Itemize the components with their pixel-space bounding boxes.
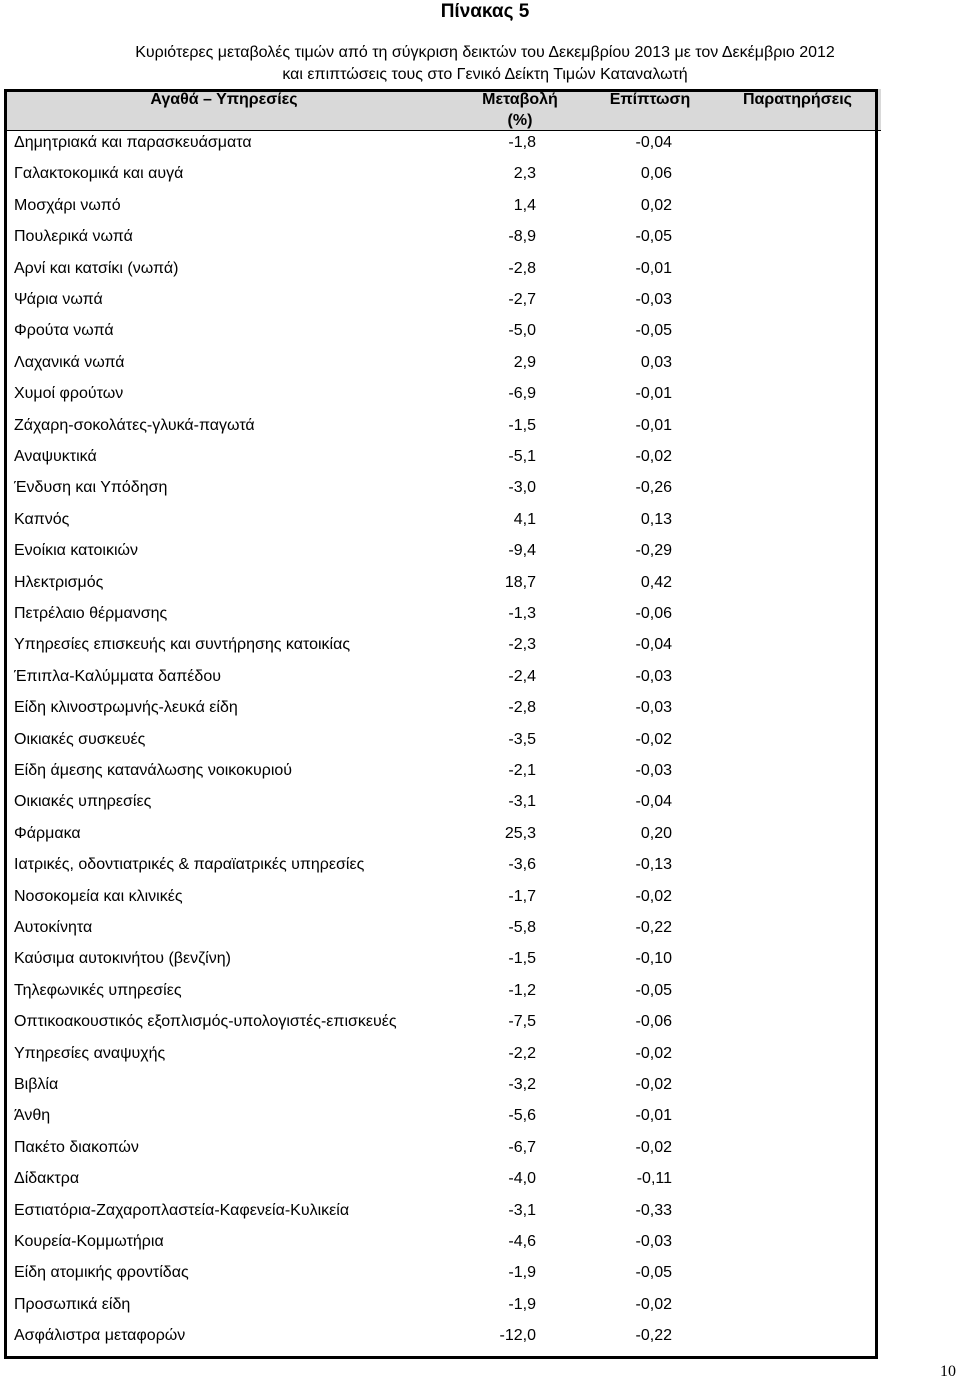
row-change-value: -5,0 <box>508 322 536 340</box>
row-item-name: Προσωπικά είδη <box>14 1295 131 1313</box>
row-impact-value: -0,13 <box>635 856 672 874</box>
table-row <box>14 1261 864 1285</box>
row-item-name: Καύσιμα αυτοκινήτου (βενζίνη) <box>14 950 231 968</box>
row-impact-value: 0,42 <box>640 573 672 591</box>
row-impact-value: 0,02 <box>640 196 672 214</box>
row-change-value: 25,3 <box>504 824 536 842</box>
row-impact-value: -0,05 <box>635 1264 672 1282</box>
row-change-value: -1,9 <box>508 1264 536 1282</box>
row-impact-value: -0,03 <box>635 699 672 717</box>
row-impact-value: -0,22 <box>635 919 672 936</box>
table-row <box>14 759 864 783</box>
row-change-value: -2,8 <box>508 699 536 717</box>
table-row <box>14 257 864 281</box>
table-row <box>14 728 864 752</box>
subtitle-line-2: και επιπτώσεις τους στο Γενικό Δείκτη Τιμών Καταναλωτή <box>282 66 688 83</box>
row-impact-value: -0,26 <box>635 479 672 497</box>
row-item-name: Οικιακές συσκευές <box>14 730 146 748</box>
header-goods-services: Αγαθά – Υπηρεσίες <box>150 91 298 108</box>
row-impact-value: -0,02 <box>635 1295 672 1313</box>
row-impact-value: -0,05 <box>635 228 672 246</box>
row-impact-value: 0,13 <box>640 510 672 528</box>
row-impact-value: -0,06 <box>635 1013 672 1031</box>
row-change-value: -3,1 <box>508 793 536 811</box>
row-change-value: 4,1 <box>513 510 536 528</box>
row-impact-value: -0,05 <box>635 981 672 999</box>
row-impact-value: -0,04 <box>635 793 672 811</box>
row-impact-value: -0,06 <box>635 605 672 622</box>
table-row <box>14 445 864 469</box>
row-change-value: -2,2 <box>508 1044 536 1062</box>
row-change-value: -1,2 <box>508 981 536 999</box>
row-item-name: Αναψυκτικά <box>14 448 97 465</box>
row-change-value: -12,0 <box>499 1327 536 1345</box>
row-change-value: -5,6 <box>508 1107 536 1125</box>
header-impact: Επίπτωση <box>609 91 691 108</box>
table-row <box>14 539 864 563</box>
row-change-value: 18,7 <box>504 573 536 591</box>
row-item-name: Λαχανικά νωπά <box>14 353 125 371</box>
row-impact-value: -0,02 <box>635 448 672 465</box>
row-item-name: Πετρέλαιο θέρμανσης <box>14 605 168 622</box>
row-item-name: Είδη κλινοστρωμνής-λευκά είδη <box>14 699 238 717</box>
table-row <box>14 225 864 249</box>
row-item-name: Φρούτα νωπά <box>14 322 114 340</box>
row-item-name: Υπηρεσίες αναψυχής <box>14 1044 166 1062</box>
row-impact-value: -0,02 <box>635 887 672 905</box>
row-change-value: -2,8 <box>508 259 536 277</box>
row-item-name: Αρνί και κατσίκι (νωπά) <box>14 259 179 277</box>
table-row <box>14 1073 864 1097</box>
table-row <box>14 822 864 846</box>
row-item-name: Είδη άμεσης κατανάλωσης νοικοκυριού <box>14 762 293 779</box>
header-change-unit: (%) <box>507 112 533 129</box>
table-row <box>14 790 864 814</box>
row-item-name: Γαλακτοκομικά και αυγά <box>14 165 184 183</box>
table-row <box>14 853 864 877</box>
table-row <box>14 319 864 343</box>
table-row <box>14 288 864 312</box>
row-impact-value: -0,05 <box>635 322 672 340</box>
row-change-value: -3,6 <box>508 856 536 874</box>
row-impact-value: -0,29 <box>635 542 672 560</box>
row-change-value: -1,9 <box>508 1295 536 1313</box>
row-impact-value: -0,04 <box>635 134 672 151</box>
table-row <box>14 351 864 375</box>
row-change-value: -3,2 <box>508 1076 536 1093</box>
row-impact-value: -0,01 <box>635 259 672 277</box>
row-change-value: -1,5 <box>508 950 536 968</box>
table-row <box>14 1042 864 1066</box>
row-change-value: -6,9 <box>508 385 536 403</box>
row-change-value: -2,1 <box>508 762 536 779</box>
row-item-name: Είδη ατομικής φροντίδας <box>14 1264 189 1282</box>
row-impact-value: -0,02 <box>635 1076 672 1093</box>
row-item-name: Αυτοκίνητα <box>14 919 93 936</box>
table-row <box>14 696 864 720</box>
row-change-value: -5,1 <box>508 448 536 465</box>
row-item-name: Μοσχάρι νωπό <box>14 196 121 214</box>
row-change-value: -8,9 <box>508 228 536 246</box>
row-item-name: Εστιατόρια-Ζαχαροπλαστεία-Καφενεία-Κυλικεία <box>14 1201 350 1219</box>
table-row <box>14 665 864 689</box>
table-row <box>14 1324 864 1348</box>
row-impact-value: -0,02 <box>635 730 672 748</box>
page-number: 10 <box>940 1363 956 1380</box>
row-item-name: Τηλεφωνικές υπηρεσίες <box>14 981 182 999</box>
row-change-value: -7,5 <box>508 1013 536 1031</box>
row-item-name: Πουλερικά νωπά <box>14 228 133 246</box>
row-item-name: Καπνός <box>14 510 70 528</box>
row-change-value: -1,7 <box>508 887 536 905</box>
table-row <box>14 131 864 155</box>
header-notes: Παρατηρήσεις <box>742 91 852 108</box>
row-change-value: 2,9 <box>513 353 536 371</box>
row-item-name: Φάρμακα <box>14 824 81 842</box>
row-impact-value: -0,01 <box>635 385 672 403</box>
row-item-name: Άνθη <box>14 1107 51 1125</box>
row-impact-value: -0,02 <box>635 1044 672 1062</box>
row-item-name: Ηλεκτρισμός <box>14 573 104 591</box>
table-row <box>14 476 864 500</box>
row-item-name: Υπηρεσίες επισκευής και συντήρησης κατοικίας <box>14 636 351 654</box>
row-impact-value: 0,03 <box>640 353 672 371</box>
table-row <box>14 194 864 218</box>
row-item-name: Ζάχαρη-σοκολάτες-γλυκά-παγωτά <box>14 416 255 434</box>
row-change-value: -1,3 <box>508 605 536 622</box>
row-item-name: Έπιπλα-Καλύμματα δαπέδου <box>14 667 221 685</box>
table-row <box>14 1230 864 1254</box>
row-impact-value: -0,02 <box>635 1138 672 1156</box>
table-row <box>14 162 864 186</box>
row-impact-value: -0,03 <box>635 667 672 685</box>
row-item-name: Δημητριακά και παρασκευάσματα <box>14 134 252 151</box>
row-change-value: -1,5 <box>508 416 536 434</box>
row-impact-value: 0,06 <box>640 165 672 183</box>
table-row <box>14 947 864 971</box>
row-item-name: Ένδυση και Υπόδηση <box>14 479 168 497</box>
table-title: Πίνακας 5 <box>440 1 530 22</box>
row-item-name: Ψάρια νωπά <box>14 291 103 308</box>
table-row <box>14 1136 864 1160</box>
table-row <box>14 1293 864 1317</box>
table-row <box>14 1010 864 1034</box>
row-impact-value: -0,01 <box>635 416 672 434</box>
row-change-value: -3,1 <box>508 1201 536 1219</box>
table-row <box>14 916 864 940</box>
row-change-value: -4,0 <box>508 1170 536 1188</box>
row-item-name: Κουρεία-Κομμωτήρια <box>14 1233 164 1250</box>
row-change-value: -3,0 <box>508 479 536 497</box>
row-change-value: -2,3 <box>508 636 536 654</box>
table-row <box>14 633 864 657</box>
row-change-value: -3,5 <box>508 730 536 748</box>
row-change-value: -2,4 <box>508 667 536 685</box>
row-item-name: Οπτικοακουστικός εξοπλισμός-υπολογιστές-επισκευές <box>14 1013 397 1031</box>
row-impact-value: -0,22 <box>635 1327 672 1345</box>
row-change-value: -4,6 <box>508 1233 536 1250</box>
row-change-value: 2,3 <box>513 165 536 183</box>
table-row <box>14 571 864 595</box>
table-row <box>14 1199 864 1223</box>
row-item-name: Βιβλία <box>14 1076 59 1093</box>
row-change-value: 1,4 <box>513 196 536 214</box>
subtitle-line-1: Κυριότερες μεταβολές τιμών από τη σύγκριση δεικτών του Δεκεμβρίου 2013 με τον Δεκέμβριο 2012 <box>135 44 835 61</box>
table-row <box>14 1167 864 1191</box>
table-row <box>14 979 864 1003</box>
row-change-value: -9,4 <box>508 542 536 560</box>
row-change-value: -5,8 <box>508 919 536 936</box>
row-item-name: Ενοίκια κατοικιών <box>14 542 139 560</box>
row-item-name: Χυμοί φρούτων <box>14 385 124 403</box>
row-change-value: -2,7 <box>508 291 536 308</box>
row-item-name: Δίδακτρα <box>14 1170 80 1188</box>
row-impact-value: -0,10 <box>635 950 672 968</box>
row-item-name: Οικιακές υπηρεσίες <box>14 793 152 811</box>
row-item-name: Νοσοκομεία και κλινικές <box>14 887 183 905</box>
row-impact-value: -0,33 <box>635 1201 672 1219</box>
row-impact-value: -0,01 <box>635 1107 672 1125</box>
row-impact-value: -0,03 <box>635 291 672 308</box>
row-impact-value: -0,03 <box>635 762 672 779</box>
row-item-name: Πακέτο διακοπών <box>14 1138 139 1156</box>
table-row <box>14 1104 864 1128</box>
row-change-value: -6,7 <box>508 1138 536 1156</box>
table-row <box>14 508 864 532</box>
row-item-name: Ασφάλιστρα μεταφορών <box>14 1327 186 1345</box>
header-change: Μεταβολή <box>482 91 558 108</box>
table-row <box>14 885 864 909</box>
row-impact-value: 0,20 <box>640 824 672 842</box>
table-subtitle <box>0 42 960 86</box>
row-item-name: Ιατρικές, οδοντιατρικές & παραϊατρικές υπηρεσίες <box>14 856 365 874</box>
row-impact-value: -0,11 <box>636 1170 672 1188</box>
row-impact-value: -0,03 <box>635 1233 672 1250</box>
row-change-value: -1,8 <box>508 134 536 151</box>
table-row <box>14 602 864 626</box>
table-row <box>14 382 864 406</box>
row-impact-value: -0,04 <box>635 636 672 654</box>
table-row <box>14 414 864 438</box>
